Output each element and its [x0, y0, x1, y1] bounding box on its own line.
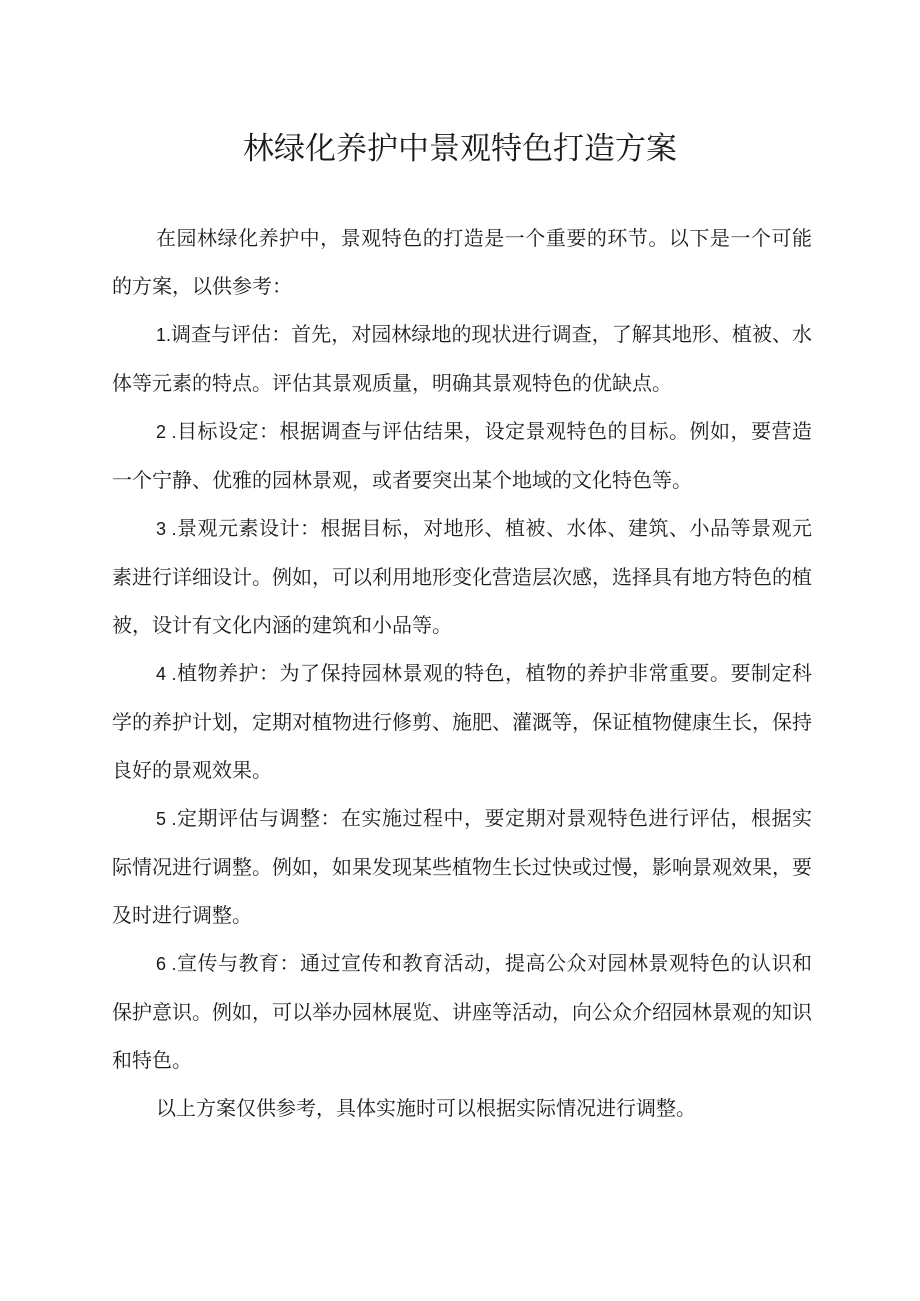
- list-item-text: 定期评估与调整：在实施过程中，要定期对景观特色进行评估，根据实际情况进行调整。例如，如果发现某些植物生长过快或过慢，影响景观效果，要及时进行调整。: [112, 806, 812, 927]
- list-item-2: [112, 407, 812, 504]
- document-title: 林绿化养护中景观特色打造方案: [243, 131, 677, 167]
- list-item-number: 6 .: [156, 954, 177, 974]
- document-body: [112, 214, 812, 1132]
- list-item-1: [112, 310, 812, 407]
- list-item-text: 宣传与教育：通过宣传和教育活动，提高公众对园林景观特色的认识和保护意识。例如，可以举办园林展览、讲座等活动，向公众介绍园林景观的知识和特色。: [112, 951, 812, 1072]
- list-item-number: 4 .: [156, 664, 177, 684]
- list-item-text: 目标设定：根据调查与评估结果，设定景观特色的目标。例如，要营造一个宁静、优雅的园林景观，或者要突出某个地域的文化特色等。: [112, 419, 812, 492]
- list-item-6: [112, 939, 812, 1084]
- list-item-3: [112, 504, 812, 649]
- list-item-number: 5 .: [156, 809, 177, 829]
- list-item-number: 1.: [156, 325, 172, 345]
- list-item-text: 调查与评估：首先，对园林绿地的现状进行调查，了解其地形、植被、水体等元素的特点。评估其景观质量，明确其景观特色的优缺点。: [112, 322, 812, 395]
- closing-paragraph: 以上方案仅供参考，具体实施时可以根据实际情况进行调整。: [156, 1096, 696, 1120]
- list-item-4: [112, 649, 812, 794]
- list-item-text: 景观元素设计：根据目标，对地形、植被、水体、建筑、小品等景观元素进行详细设计。例如，可以利用地形变化营造层次感，选择具有地方特色的植被，设计有文化内涵的建筑和小品等。: [112, 516, 812, 637]
- list-item-5: [112, 794, 812, 939]
- list-item-text: 植物养护：为了保持园林景观的特色，植物的养护非常重要。要制定科学的养护计划，定期对植物进行修剪、施肥、灌溉等，保证植物健康生长，保持良好的景观效果。: [112, 661, 812, 782]
- list-item-number: 3 .: [156, 519, 177, 539]
- list-item-number: 2 .: [156, 422, 177, 442]
- intro-paragraph: 在园林绿化养护中，景观特色的打造是一个重要的环节。以下是一个可能的方案，以供参考：: [112, 226, 812, 298]
